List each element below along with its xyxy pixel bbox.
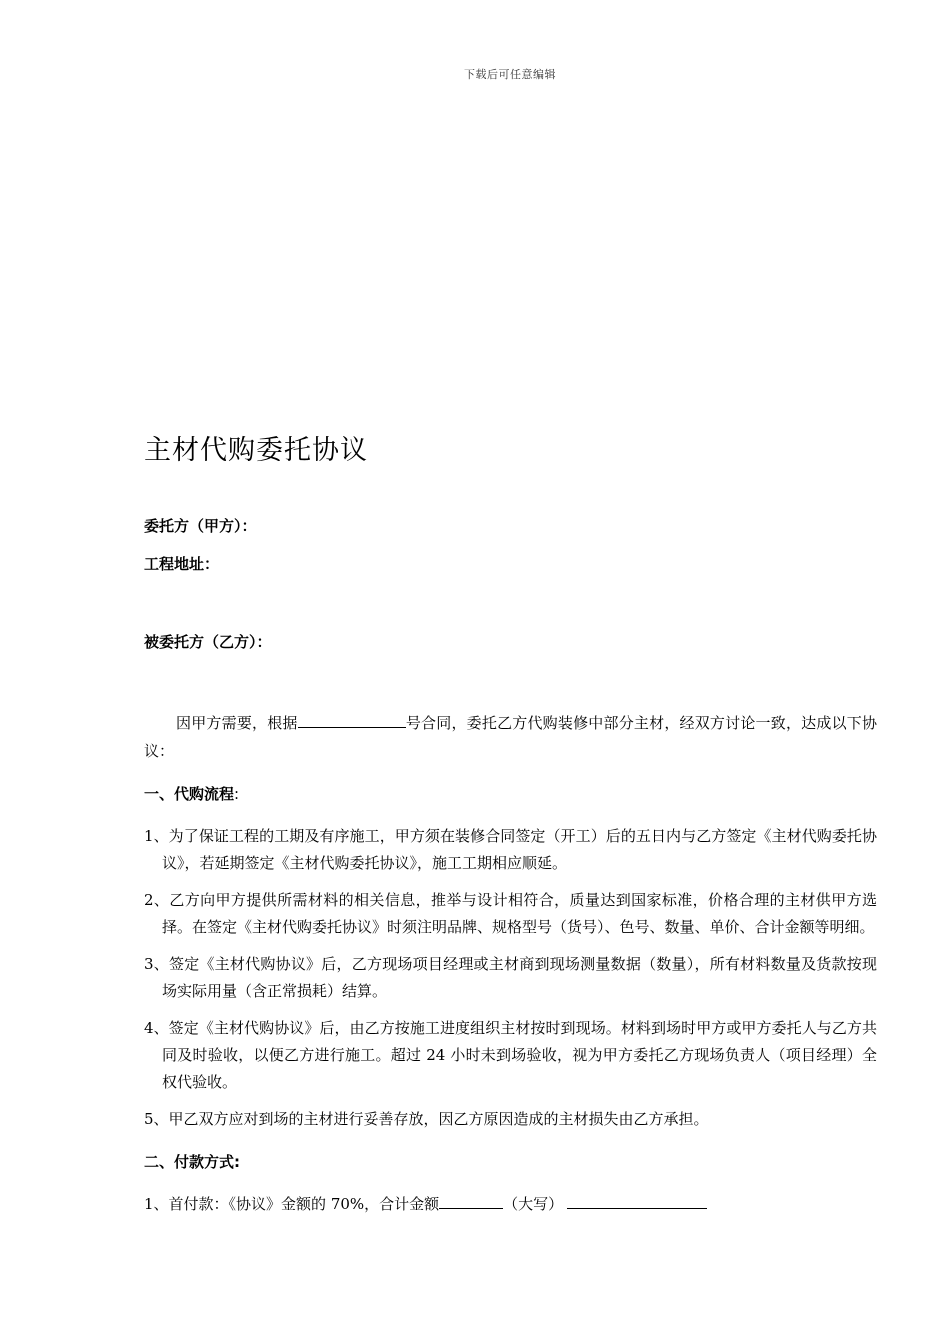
payment-text-before: 1、首付款：《协议》金额的 70%，合计金额	[144, 1195, 440, 1213]
section-2-heading: 二、付款方式:	[144, 1153, 240, 1171]
amount-in-words-blank	[567, 1192, 707, 1209]
list-item: 2、乙方向甲方提供所需材料的相关信息，推举与设计相符合，质量达到国家标准，价格合理的主材供甲方选择。在签定《主材代购委托协议》时须注明品牌、规格型号（货号）、色号、数量、单价、合计金额等明细。	[144, 891, 877, 936]
intro-text-after: 号合同，委托乙方代购装修中部分主材，经双方讨论一致，达成以下协议：	[144, 714, 877, 760]
list-item: 4、签定《主材代购协议》后，由乙方按施工进度组织主材按时到现场。材料到场时甲方或甲方委托人与乙方共同及时验收，以便乙方进行施工。超过 24 小时未到场验收，视为甲方委托乙方现场负责人（项目经理）全权代验收。	[144, 1019, 877, 1091]
address-field: 工程地址：	[144, 555, 220, 573]
list-item: 3、签定《主材代购协议》后，乙方现场项目经理或主材商到现场测量数据（数量），所有材料数量及货款按现场实际用量（含正常损耗）结算。	[144, 955, 877, 1000]
document-body	[144, 428, 877, 1228]
payment-item	[144, 1191, 877, 1218]
intro-paragraph	[144, 709, 877, 765]
section-1-title: 一、代购流程	[144, 785, 235, 803]
payment-text-middle: （大写）	[503, 1195, 564, 1213]
intro-text-before: 因甲方需要，根据	[176, 714, 298, 732]
list-item: 1、为了保证工程的工期及有序施工，甲方须在装修合同签定（开工）后的五日内与乙方签定《主材代购委托协议》，若延期签定《主材代购委托协议》，施工工期相应顺延。	[144, 827, 877, 872]
agent-field: 被委托方（乙方）：	[144, 633, 272, 651]
section-1-colon: :	[234, 785, 240, 803]
client-field: 委托方（甲方）：	[144, 517, 257, 535]
section-1-heading	[144, 783, 877, 805]
amount-blank	[439, 1192, 503, 1209]
document-title: 主材代购委托协议	[144, 435, 368, 466]
list-item: 5、甲乙双方应对到场的主材进行妥善存放，因乙方原因造成的主材损失由乙方承担。	[144, 1110, 709, 1128]
contract-number-blank	[298, 711, 406, 728]
header-note: 下载后可任意编辑	[464, 68, 556, 81]
